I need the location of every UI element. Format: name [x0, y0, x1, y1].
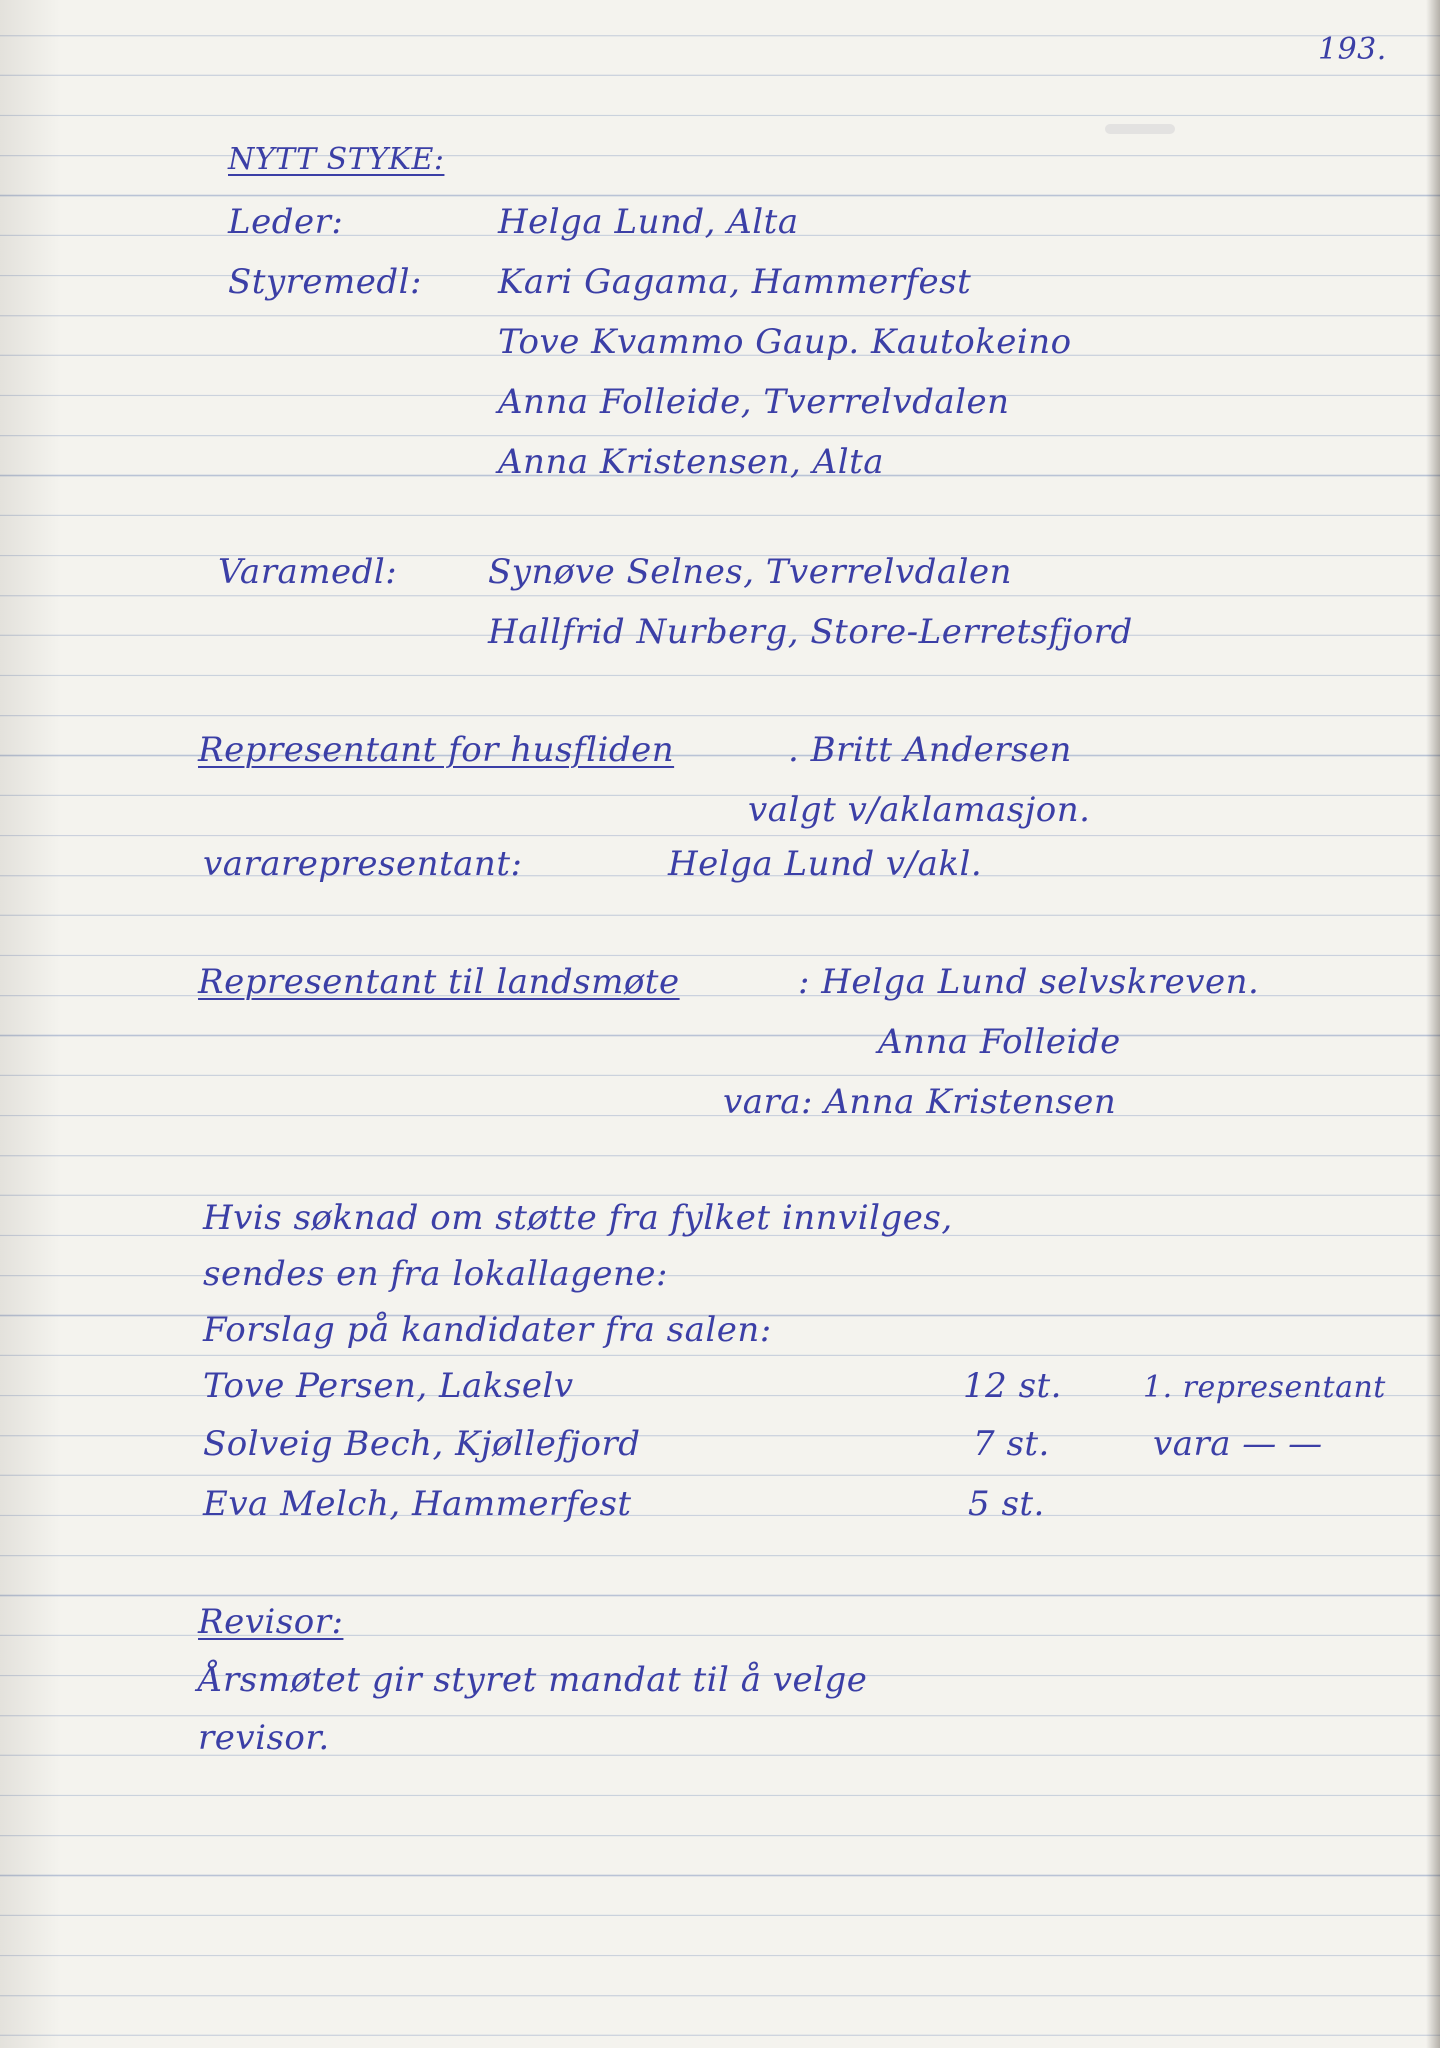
deputy-member: Hallfrid Nurberg, Store-Lerretsfjord	[488, 612, 1133, 652]
board-member: Anna Folleide, Tverrelvdalen	[498, 382, 1010, 422]
support-text: Forslag på kandidater fra salen:	[203, 1310, 772, 1350]
national-meeting-deputy: vara: Anna Kristensen	[723, 1082, 1117, 1122]
candidate-name: Tove Persen, Lakselv	[203, 1366, 574, 1406]
page-edge-shadow	[1426, 0, 1440, 2048]
deputy-member: Synøve Selnes, Tverrelvdalen	[488, 552, 1013, 592]
board-member: Anna Kristensen, Alta	[498, 442, 885, 482]
auditor-label: Revisor:	[198, 1602, 344, 1642]
candidate-votes: 7 st.	[973, 1424, 1050, 1464]
candidate-name: Eva Melch, Hammerfest	[203, 1484, 632, 1524]
crafts-rep-label: Representant for husfliden	[198, 730, 675, 770]
national-meeting-rep: Anna Folleide	[878, 1022, 1121, 1062]
national-meeting-label: Representant til landsmøte	[198, 962, 680, 1002]
deputies-label: Varamedl:	[218, 552, 398, 592]
candidate-role: vara — —	[1153, 1424, 1323, 1464]
crafts-rep-elected: valgt v/aklamasjon.	[748, 790, 1091, 830]
leader-name: Helga Lund, Alta	[498, 202, 799, 242]
crafts-rep-name: . Britt Andersen	[788, 730, 1072, 770]
candidate-name: Solveig Bech, Kjøllefjord	[203, 1424, 641, 1464]
board-member: Tove Kvammo Gaup. Kautokeino	[498, 322, 1072, 362]
page-number: 193.	[1318, 32, 1387, 67]
section-heading: NYTT STYKE:	[228, 142, 445, 177]
auditor-text: revisor.	[198, 1718, 330, 1758]
support-text: sendes en fra lokallagene:	[203, 1254, 668, 1294]
crafts-deputy-name: Helga Lund v/akl.	[668, 844, 983, 884]
auditor-text: Årsmøtet gir styret mandat til å velge	[198, 1660, 868, 1700]
leader-label: Leder:	[228, 202, 344, 242]
candidate-votes: 12 st.	[963, 1366, 1062, 1406]
board-member: Kari Gagama, Hammerfest	[498, 262, 972, 302]
board-members-label: Styremedl:	[228, 262, 422, 302]
candidate-role: 1. representant	[1143, 1370, 1386, 1405]
support-text: Hvis søknad om støtte fra fylket innvilges,	[203, 1198, 953, 1238]
ink-smudge	[1105, 124, 1175, 134]
candidate-votes: 5 st.	[968, 1484, 1045, 1524]
national-meeting-rep: : Helga Lund selvskreven.	[798, 962, 1260, 1002]
crafts-deputy-label: vararepresentant:	[203, 844, 523, 884]
